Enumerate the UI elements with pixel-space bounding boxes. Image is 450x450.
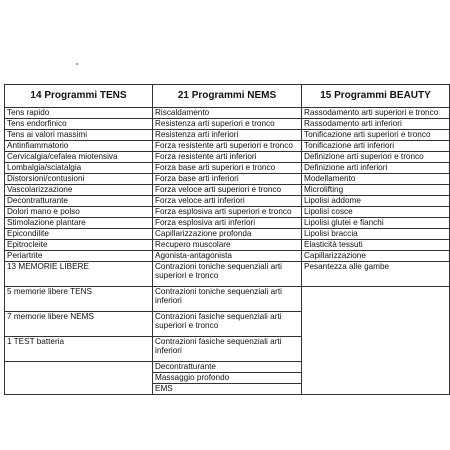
memorie-item: 5 memorie libere TENS xyxy=(5,287,153,312)
nems-item: Forza veloce arti superiori e tronco xyxy=(153,185,302,196)
table-row xyxy=(5,174,450,185)
tens-item: Decontratturante xyxy=(5,196,153,207)
table-row xyxy=(5,119,450,130)
table-row xyxy=(5,262,450,287)
nems-item: Resistenza arti superiori e tronco xyxy=(153,119,302,130)
nems-item: Decontratturante xyxy=(153,362,302,373)
tens-item: Antinfiammatorio xyxy=(5,141,153,152)
nems-item: Contrazioni fasiche sequenziali arti inferiori xyxy=(153,337,302,362)
beauty-item: Lipolisi cosce xyxy=(302,207,450,218)
nems-item: Forza veloce arti inferiori xyxy=(153,196,302,207)
beauty-item: Elasticità tessuti xyxy=(302,240,450,251)
header-row xyxy=(5,85,450,108)
table-row xyxy=(5,207,450,218)
tens-item: Lombalgia/sciatalgia xyxy=(5,163,153,174)
beauty-item: Definizione arti superiori e tronco xyxy=(302,152,450,163)
tens-item: Epicondilite xyxy=(5,229,153,240)
beauty-item: Lipolisi addome xyxy=(302,196,450,207)
tens-item: Tens ai valori massimi xyxy=(5,130,153,141)
beauty-item: Capillarizzazione xyxy=(302,251,450,262)
header-beauty: 15 Programmi BEAUTY xyxy=(302,85,450,108)
nems-item: Resistenza arti inferiori xyxy=(153,130,302,141)
beauty-item: Microlifting xyxy=(302,185,450,196)
header-tens: 14 Programmi TENS xyxy=(5,85,153,108)
table-row xyxy=(5,130,450,141)
beauty-item: Lipolisi glutei e fianchi xyxy=(302,218,450,229)
table-row xyxy=(5,229,450,240)
beauty-item: Rassodamento arti inferiori xyxy=(302,119,450,130)
tens-item: Vascolarizzazione xyxy=(5,185,153,196)
table-row xyxy=(5,141,450,152)
dot-mark xyxy=(76,63,78,65)
nems-item: Capillarizzazione profonda xyxy=(153,229,302,240)
programs-table xyxy=(4,84,450,395)
tens-item: Tens rapido xyxy=(5,108,153,119)
table-row xyxy=(5,152,450,163)
tens-item: Tens endorfinico xyxy=(5,119,153,130)
nems-item: Forza base arti superiori e tronco xyxy=(153,163,302,174)
table-row xyxy=(5,218,450,229)
empty-cell xyxy=(302,287,450,395)
nems-item: Recupero muscolare xyxy=(153,240,302,251)
nems-item: Forza esplosiva arti superiori e tronco xyxy=(153,207,302,218)
memorie-item: 1 TEST batteria xyxy=(5,337,153,362)
nems-item: Forza resistente arti superiori e tronco xyxy=(153,141,302,152)
nems-item: Forza base arti inferiori xyxy=(153,174,302,185)
nems-item: Forza esplosiva arti inferiori xyxy=(153,218,302,229)
beauty-item: Definizione arti inferiori xyxy=(302,163,450,174)
beauty-item: Lipolisi braccia xyxy=(302,229,450,240)
table-row xyxy=(5,251,450,262)
nems-item: Massaggio profondo xyxy=(153,373,302,384)
beauty-item: Modellamento xyxy=(302,174,450,185)
nems-item: Agonista-antagonista xyxy=(153,251,302,262)
table-row xyxy=(5,108,450,119)
beauty-item: Rassodamento arti superiori e tronco xyxy=(302,108,450,119)
nems-item: Contrazioni fasiche sequenziali arti superiori e tronco xyxy=(153,312,302,337)
memorie-item: 7 memorie libere NEMS xyxy=(5,312,153,337)
nems-item: Contrazioni toniche sequenziali arti superiori e tronco xyxy=(153,262,302,287)
tens-item: Epitrocleite xyxy=(5,240,153,251)
beauty-item: Tonificazione arti inferiori xyxy=(302,141,450,152)
table-row xyxy=(5,287,450,312)
tens-item: Stimolazione plantare xyxy=(5,218,153,229)
table-row xyxy=(5,163,450,174)
tens-item: Dolori mano e polso xyxy=(5,207,153,218)
table-row xyxy=(5,185,450,196)
tens-item: Periartrite xyxy=(5,251,153,262)
header-nems: 21 Programmi NEMS xyxy=(153,85,302,108)
empty-cell xyxy=(5,362,153,395)
nems-item: Forza resistente arti inferiori xyxy=(153,152,302,163)
beauty-item: Pesantezza alle gambe xyxy=(302,262,450,287)
nems-item: EMS xyxy=(153,384,302,395)
tens-item: Distorsioni/contusioni xyxy=(5,174,153,185)
table-row xyxy=(5,196,450,207)
tens-item: Cervicalgia/cefalea miotensiva xyxy=(5,152,153,163)
beauty-item: Tonificazione arti superiori e tronco xyxy=(302,130,450,141)
nems-item: Contrazioni toniche sequenziali arti inferiori xyxy=(153,287,302,312)
memorie-header: 13 MEMORIE LIBERE xyxy=(5,262,153,287)
table-row xyxy=(5,240,450,251)
nems-item: Riscaldamento xyxy=(153,108,302,119)
